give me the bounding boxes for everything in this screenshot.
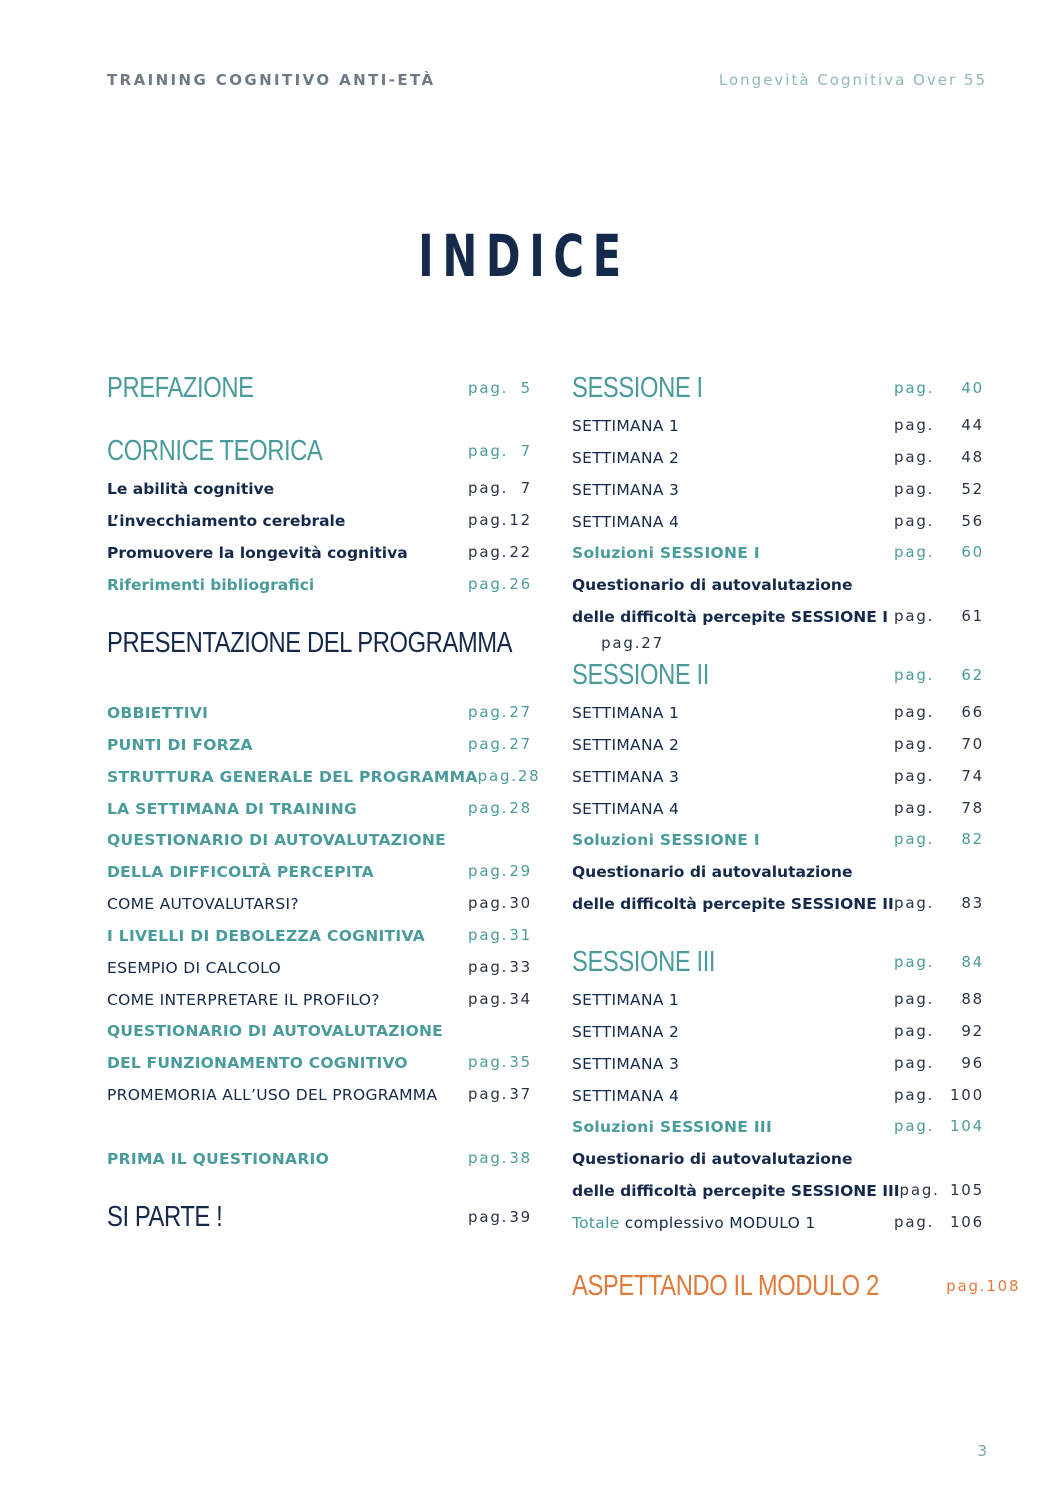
toc-entry-text: SETTIMANA 1	[572, 990, 680, 1009]
toc-entry	[572, 696, 984, 728]
toc-entry-text: COME INTERPRETARE IL PROFILO?	[107, 990, 380, 1009]
toc-entry-text: SESSIONE I	[572, 371, 703, 404]
toc-entry	[572, 855, 984, 887]
toc-entry-label	[572, 703, 894, 722]
toc-entry-label	[572, 830, 894, 849]
toc-page-word: pag.	[894, 1086, 935, 1104]
toc-entry-label	[572, 894, 894, 913]
toc-page-number: 27	[641, 634, 664, 652]
toc-page-word: pag.	[468, 862, 509, 880]
toc-entry-label	[572, 990, 894, 1009]
toc-entry	[107, 626, 664, 659]
toc-entry-text: PROMEMORIA ALL’USO DEL PROGRAMMA	[107, 1085, 438, 1104]
toc-page-ref	[946, 1277, 1020, 1295]
toc-page-ref	[478, 767, 541, 785]
toc-page-number: 12	[509, 511, 532, 529]
toc-entry-text: Soluzioni SESSIONE III	[572, 1117, 773, 1136]
toc-entry-label	[572, 372, 894, 405]
toc-page-ref	[468, 575, 532, 593]
toc-page-number: 33	[509, 958, 532, 976]
toc-page-ref	[894, 379, 984, 397]
toc-entry-text: Soluzioni SESSIONE I	[572, 830, 760, 849]
toc-page-number: 88	[961, 990, 984, 1008]
toc-page-ref	[468, 958, 532, 976]
running-header-title: TRAINING COGNITIVO ANTI-ETÀ	[107, 71, 436, 89]
toc-entry	[572, 1142, 984, 1174]
toc-page-number: 74	[961, 767, 984, 785]
toc-page-word: pag.	[894, 1117, 935, 1135]
toc-page-ref	[894, 953, 984, 971]
toc-page-word: pag.	[894, 990, 935, 1008]
toc-entry-label	[572, 1086, 894, 1105]
toc-entry-label	[107, 894, 468, 913]
toc-page-ref	[894, 512, 984, 530]
toc-entry	[572, 1047, 984, 1079]
toc-entry	[107, 919, 532, 951]
toc-entry	[107, 1046, 532, 1078]
toc-entry	[107, 1078, 532, 1110]
toc-page-word: pag.	[946, 1277, 987, 1295]
toc-page-word: pag.	[894, 666, 935, 684]
toc-entry-label	[107, 479, 468, 498]
toc-page-word: pag.	[468, 379, 509, 397]
toc-entry	[572, 792, 984, 824]
toc-page-word: pag.	[468, 479, 509, 497]
page-number: 3	[977, 1442, 987, 1460]
toc-page-number: 52	[961, 480, 984, 498]
toc-entry-text: SETTIMANA 3	[572, 767, 680, 786]
toc-page-word: pag.	[894, 767, 935, 785]
toc-page-number: 27	[509, 735, 532, 753]
toc-page-number: 28	[517, 767, 541, 785]
toc-page-number: 29	[509, 862, 532, 880]
toc-entry	[572, 409, 984, 441]
toc-entry	[572, 568, 984, 600]
toc-entry-label	[572, 1270, 946, 1303]
toc-entry	[572, 1015, 984, 1047]
toc-entry-text: Questionario di autovalutazione	[572, 575, 853, 594]
toc-entry	[107, 372, 532, 404]
toc-entry-text: DELLA DIFFICOLTÀ PERCEPITA	[107, 862, 374, 881]
toc-entry	[572, 946, 984, 978]
toc-entry-text: SETTIMANA 3	[572, 480, 680, 499]
toc-page-number: 22	[509, 543, 532, 561]
toc-page-number: 83	[961, 894, 984, 912]
toc-page-ref	[894, 448, 984, 466]
toc-page-number: 108	[986, 1277, 1021, 1295]
toc-entry	[572, 1110, 984, 1142]
toc-entry-label	[107, 1053, 468, 1072]
toc-entry-label	[107, 990, 468, 1009]
toc-entry-text: SETTIMANA 4	[572, 512, 680, 531]
toc-page-word: pag.	[894, 735, 935, 753]
toc-page-number: 96	[961, 1054, 984, 1072]
toc-page-number: 31	[509, 926, 532, 944]
toc-page-number: 7	[520, 479, 532, 497]
toc-page-ref	[468, 1149, 532, 1167]
toc-entry-label	[107, 511, 468, 530]
toc-entry-text: PUNTI DI FORZA	[107, 735, 253, 754]
toc-entry	[107, 435, 532, 467]
toc-entry	[572, 1206, 984, 1238]
toc-entry-label	[107, 543, 468, 562]
toc-page-ref	[894, 607, 984, 625]
toc-entry-text: Questionario di autovalutazione	[572, 1149, 853, 1168]
toc-page-ref	[894, 767, 984, 785]
toc-entry	[572, 887, 984, 919]
toc-page-word: pag.	[468, 575, 509, 593]
toc-page-word: pag.	[468, 1053, 509, 1071]
toc-entry-text: Riferimenti bibliografici	[107, 575, 315, 594]
toc-page-word: pag.	[894, 953, 935, 971]
toc-page-number: 40	[961, 379, 984, 397]
toc-entry-text: L’invecchiamento cerebrale	[107, 511, 346, 530]
toc-page-number: 30	[509, 894, 532, 912]
toc-page-number: 92	[961, 1022, 984, 1040]
toc-entry-text: SETTIMANA 4	[572, 1086, 680, 1105]
toc-entry	[572, 600, 984, 632]
toc-page-number: 39	[509, 1208, 532, 1226]
toc-entry-label	[107, 435, 468, 468]
page-title: INDICE	[418, 222, 630, 290]
toc-entry-text: CORNICE TEORICA	[107, 434, 323, 467]
toc-page-word: pag.	[894, 512, 935, 530]
toc-entry-text: PRIMA IL QUESTIONARIO	[107, 1149, 330, 1168]
toc-page-ref	[894, 543, 984, 561]
toc-entry-label	[107, 627, 601, 660]
toc-entry	[107, 1142, 532, 1174]
toc-entry-label	[107, 735, 468, 754]
toc-page-ref	[894, 894, 984, 912]
toc-page-ref	[468, 511, 532, 529]
toc-entry	[572, 505, 984, 537]
toc-page-word: pag.	[468, 990, 509, 1008]
toc-entry-label	[107, 1085, 468, 1104]
toc-entry-label	[107, 830, 532, 849]
toc-page-number: 84	[961, 953, 984, 971]
toc-page-number: 61	[961, 607, 984, 625]
toc-entry	[572, 760, 984, 792]
toc-page-ref	[468, 990, 532, 1008]
toc-page-word: pag.	[468, 894, 509, 912]
toc-entry-text: SETTIMANA 2	[572, 1022, 680, 1041]
toc-page-ref	[468, 442, 532, 460]
toc-entry	[107, 983, 532, 1015]
toc-entry	[107, 728, 532, 760]
toc-page-ref	[894, 830, 984, 848]
toc-page-number: 26	[509, 575, 532, 593]
toc-page-word: pag.	[894, 1054, 935, 1072]
toc-entry-label	[572, 448, 894, 467]
toc-entry-text: LA SETTIMANA DI TRAINING	[107, 799, 358, 818]
toc-page-ref	[894, 703, 984, 721]
toc-page-word: pag.	[468, 543, 509, 561]
toc-page-number: 60	[961, 543, 984, 561]
toc-page-word: pag.	[894, 543, 935, 561]
toc-page-number: 44	[961, 416, 984, 434]
toc-entry	[107, 1201, 532, 1233]
toc-page-word: pag.	[468, 703, 509, 721]
toc-entry	[572, 659, 984, 691]
toc-page-word: pag.	[468, 511, 509, 529]
toc-page-number: 56	[961, 512, 984, 530]
toc-entry-label	[572, 799, 894, 818]
toc-page-number: 78	[961, 799, 984, 817]
toc-entry-text: delle difficoltà percepite SESSIONE II	[572, 894, 894, 913]
toc-page-ref	[468, 1208, 532, 1226]
toc-page-number: 37	[509, 1085, 532, 1103]
toc-page-word: pag.	[899, 1181, 940, 1199]
toc-entry-text: Soluzioni SESSIONE I	[572, 543, 760, 562]
toc-entry-label	[572, 1181, 900, 1200]
toc-page-ref	[894, 799, 984, 817]
toc-page-ref	[468, 894, 532, 912]
toc-page-number: 66	[961, 703, 984, 721]
toc-page-number: 34	[509, 990, 532, 1008]
toc-entry-text: PRESENTAZIONE DEL PROGRAMMA	[107, 626, 513, 659]
toc-page-number: 62	[961, 666, 984, 684]
toc-page-ref	[894, 990, 984, 1008]
toc-page-ref	[894, 1117, 984, 1135]
toc-entry-label	[572, 416, 894, 435]
toc-entry	[572, 473, 984, 505]
toc-page-ref	[468, 1085, 532, 1103]
toc-page-number: 7	[520, 442, 532, 460]
toc-entry-text: QUESTIONARIO DI AUTOVALUTAZIONE	[107, 1021, 443, 1040]
toc-page-number: 106	[949, 1213, 984, 1231]
toc-entry-text: DEL FUNZIONAMENTO COGNITIVO	[107, 1053, 408, 1072]
toc-entry-label	[572, 1054, 894, 1073]
toc-page-word: pag.	[894, 416, 935, 434]
toc-entry	[572, 372, 984, 404]
toc-entry-label	[107, 575, 468, 594]
toc-entry-label	[572, 862, 984, 881]
toc-page-word: pag.	[894, 379, 935, 397]
toc-entry	[572, 823, 984, 855]
toc-page-ref	[468, 735, 532, 753]
toc-entry-label	[107, 767, 478, 786]
toc-entry	[107, 568, 532, 600]
toc-page-ref	[468, 543, 532, 561]
toc-page-word: pag.	[894, 1022, 935, 1040]
toc-page-number: 28	[509, 799, 532, 817]
toc-entry-text: SESSIONE II	[572, 658, 709, 691]
toc-page-word: pag.	[894, 830, 935, 848]
toc-entry	[572, 983, 984, 1015]
toc-page-ref	[894, 480, 984, 498]
toc-entry	[572, 1174, 984, 1206]
toc-entry-label	[572, 735, 894, 754]
toc-entry	[107, 696, 532, 728]
toc-entry	[107, 951, 532, 983]
toc-entry	[572, 536, 984, 568]
toc-page-number: 105	[949, 1181, 984, 1199]
toc-page-ref	[468, 479, 532, 497]
toc-entry	[572, 441, 984, 473]
toc-entry-text: STRUTTURA GENERALE DEL PROGRAMMA	[107, 767, 478, 786]
toc-entry	[107, 887, 532, 919]
toc-page-word: pag.	[468, 958, 509, 976]
toc-page-ref	[900, 1181, 984, 1199]
running-header-subtitle: Longevità Cognitiva Over 55	[718, 71, 987, 89]
toc-entry-text: I LIVELLI DI DEBOLEZZA COGNITIVA	[107, 926, 426, 945]
toc-page-word: pag.	[468, 735, 509, 753]
toc-page-number: 100	[949, 1086, 984, 1104]
toc-page-ref	[468, 926, 532, 944]
toc-entry-label	[572, 1117, 894, 1136]
toc-entry-label	[107, 372, 468, 405]
toc-page-ref	[894, 1213, 984, 1231]
toc-page-ref	[468, 862, 532, 880]
toc-entry-label	[572, 607, 894, 626]
toc-entry-text: OBBIETTIVI	[107, 703, 209, 722]
toc-page-ref	[894, 1086, 984, 1104]
toc-page-ref	[894, 735, 984, 753]
toc-entry-text: SETTIMANA 4	[572, 799, 680, 818]
toc-entry-label	[572, 659, 894, 692]
toc-entry	[107, 760, 541, 792]
toc-entry	[107, 504, 532, 536]
toc-entry-text: SETTIMANA 1	[572, 416, 680, 435]
toc-page-ref	[468, 703, 532, 721]
toc-page-ref	[894, 666, 984, 684]
toc-entry	[572, 728, 984, 760]
toc-entry-label	[107, 958, 468, 977]
toc-entry	[107, 472, 532, 504]
toc-entry-label	[572, 1022, 894, 1041]
toc-page-number: 38	[509, 1149, 532, 1167]
toc-page-ref	[468, 799, 532, 817]
toc-entry-label	[572, 946, 894, 979]
toc-entry-text: ASPETTANDO IL MODULO 2	[572, 1269, 879, 1302]
toc-entry-text: SI PARTE !	[107, 1200, 223, 1233]
toc-entry-label	[107, 799, 468, 818]
toc-entry-label	[572, 543, 894, 562]
toc-page-word: pag.	[468, 799, 509, 817]
toc-entry-text: Promuovere la longevità cognitiva	[107, 543, 408, 562]
toc-page-word: pag.	[468, 442, 509, 460]
toc-page-ref	[894, 1054, 984, 1072]
toc-page-number: 35	[509, 1053, 532, 1071]
toc-entry	[572, 1269, 1021, 1302]
toc-entry	[107, 855, 532, 887]
toc-entry-text: QUESTIONARIO DI AUTOVALUTAZIONE	[107, 830, 447, 849]
toc-entry	[107, 792, 532, 824]
toc-entry-text: delle difficoltà percepite SESSIONE I	[572, 607, 888, 626]
toc-entry-text: Questionario di autovalutazione	[572, 862, 853, 881]
toc-page-number: 82	[961, 830, 984, 848]
toc-entry-label	[572, 767, 894, 786]
toc-page-word: pag.	[894, 448, 935, 466]
toc-entry-text: SETTIMANA 2	[572, 448, 680, 467]
toc-entry-label	[572, 1149, 984, 1168]
toc-entry	[107, 1014, 532, 1046]
toc-entry-text: SETTIMANA 3	[572, 1054, 680, 1073]
toc-entry	[107, 823, 532, 855]
toc-entry-label	[107, 1021, 532, 1040]
toc-page-word: pag.	[468, 1149, 509, 1167]
toc-page-ref	[468, 379, 532, 397]
toc-page-ref	[468, 1053, 532, 1071]
toc-entry-label	[107, 1201, 468, 1234]
toc-entry-label	[572, 575, 984, 594]
toc-entry-label	[107, 703, 468, 722]
toc-entry-label-highlight: Totale	[572, 1213, 620, 1232]
toc-entry-label	[572, 512, 894, 531]
toc-entry-text: SETTIMANA 1	[572, 703, 680, 722]
toc-page-number: 104	[949, 1117, 984, 1135]
toc-page-word: pag.	[894, 607, 935, 625]
toc-page-ref	[894, 1022, 984, 1040]
toc-entry-text: Le abilità cognitive	[107, 479, 275, 498]
toc-entry-label	[572, 1213, 894, 1232]
toc-page-word: pag.	[894, 799, 935, 817]
toc-entry-label-rest: complessivo MODULO 1	[619, 1213, 816, 1232]
toc-page-word: pag.	[477, 767, 518, 785]
toc-page-word: pag.	[468, 1208, 509, 1226]
toc-page-word: pag.	[468, 926, 509, 944]
toc-page-number: 27	[509, 703, 532, 721]
toc-entry-text: ESEMPIO DI CALCOLO	[107, 958, 282, 977]
toc-page-word: pag.	[468, 1085, 509, 1103]
toc-page-word: pag.	[894, 480, 935, 498]
toc-entry	[107, 536, 532, 568]
toc-page-ref	[894, 416, 984, 434]
toc-page-number: 48	[961, 448, 984, 466]
toc-entry-text: SETTIMANA 2	[572, 735, 680, 754]
toc-entry-text: PREFAZIONE	[107, 371, 254, 404]
toc-page-number: 5	[520, 379, 532, 397]
toc-page-word: pag.	[894, 894, 935, 912]
toc-entry	[572, 1079, 984, 1111]
toc-entry-text: COME AUTOVALUTARSI?	[107, 894, 299, 913]
toc-page-word: pag.	[601, 634, 642, 652]
toc-entry-text: SESSIONE III	[572, 945, 716, 978]
toc-entry-label	[107, 1149, 468, 1168]
toc-entry-label	[107, 862, 468, 881]
toc-entry-text: delle difficoltà percepite SESSIONE III	[572, 1181, 900, 1200]
toc-entry-label	[572, 480, 894, 499]
toc-entry-label	[107, 926, 468, 945]
toc-page-number: 70	[961, 735, 984, 753]
toc-page-word: pag.	[894, 1213, 935, 1231]
toc-page-ref	[601, 634, 664, 652]
toc-page-word: pag.	[894, 703, 935, 721]
